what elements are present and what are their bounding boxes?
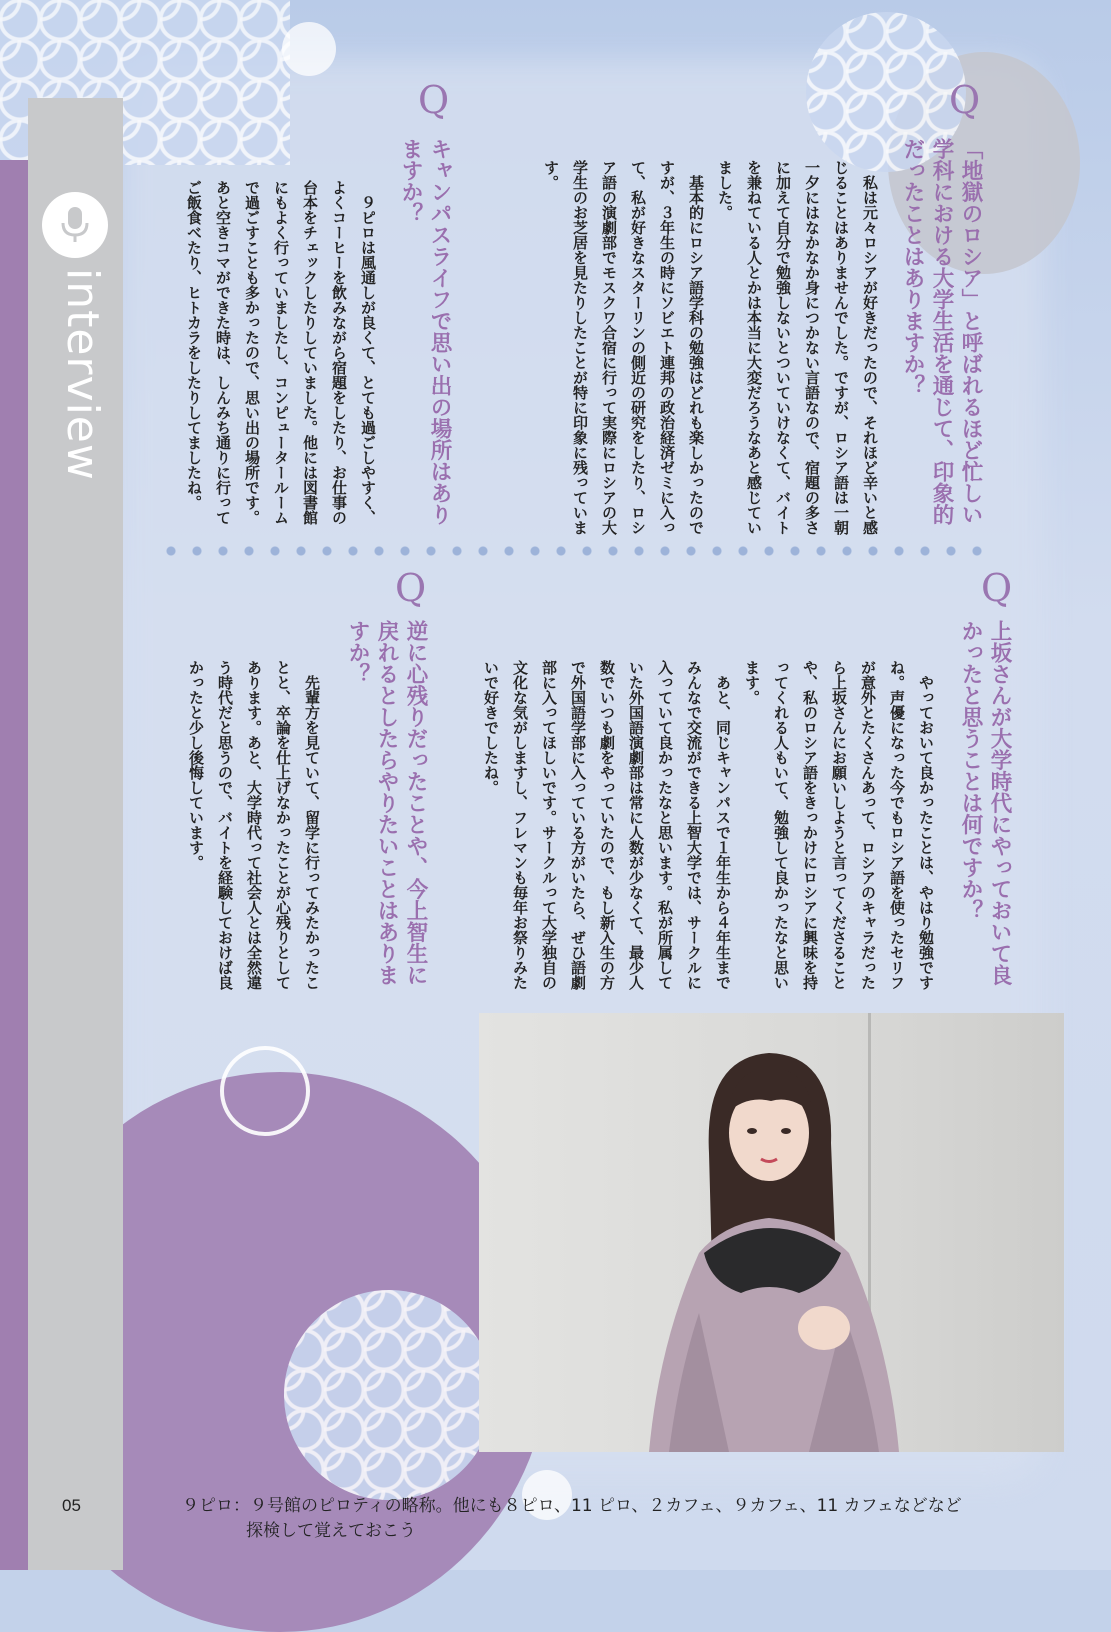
pattern-circle-decoration-bottom xyxy=(284,1290,494,1500)
dotted-divider xyxy=(158,546,990,556)
interviewee-photo xyxy=(479,1013,1064,1452)
section-label-interview: interview xyxy=(57,268,108,481)
footnote-line-2: 探検して覚えておこう xyxy=(246,1521,416,1541)
microphone-icon xyxy=(42,192,108,258)
question-2: キャンパスライフで思い出の場所はありますか？ xyxy=(398,138,452,525)
question-3: 上坂さんが大学時代にやっておいて良かったと思うことは何ですか？ xyxy=(958,620,1012,986)
answer-1: 私は元々ロシアが好きだったので、それほど辛いと感じることはありませんでした。ですが、ロシア語は一朝一夕にはなかなか身につかない言語なので、宿題の多さに加えて自分で勉強しないとついていけなくて、バイトを兼ねている人とかは本当に大変だろうなあと感じていました。 基本的にロシア語学科の勉強はどれも楽しかったのですが、３年生の時にソビエト連邦の政治経済ゼミに入って、私が好きなスターリンの側近の研究をしたり、ロシア語の演劇部でモスクワ合宿に行って実際にロシアの大学生のお芝居を見たりしたことが特に印象に残っています。 xyxy=(542,160,879,535)
q-mark-3: Q xyxy=(981,566,1013,610)
page-number: 05 xyxy=(62,1496,81,1515)
person-illustration xyxy=(479,1013,1064,1452)
q-mark-2: Q xyxy=(418,78,450,122)
q-mark-1: Q xyxy=(949,78,981,122)
q-mark-4: Q xyxy=(395,566,427,610)
footnote-line-1: ９ピロ：９号館のピロティの略称。他にも８ピロ、11 ピロ、２カフェ、９カフェ、11 カフェなどなど xyxy=(182,1496,962,1516)
footnote xyxy=(182,1494,982,1544)
ring-decoration xyxy=(220,1046,310,1136)
answer-2: ９ピロは風通しが良くて、とても過ごしやすく、よくコーヒーを飲みながら宿題をしたり、お仕事の台本をチェックしたりしていました。他には図書館にもよく行っていましたし、コンピュータールームで過ごすことも多かったので、思い出の場所です。あと空きコマができた時は、しんみち通りに行ってご飯食べたり、ヒトカラをしたりしてましたね。 xyxy=(185,180,377,525)
question-4: 逆に心残りだったことや、今上智生に戻れるとしたらやりたいことはありますか？ xyxy=(345,620,428,986)
answer-3: やっておいて良かったことは、やはり勉強ですね。声優になった今でもロシア語を使ったセリフが意外とたくさんあって、ロシアのキャラだったら上坂さんにお願いしようと言ってくださることや、私のロシア語をきっかけにロシアに興味を持ってくれる人もいて、勉強して良かったなと思います。 あと、同じキャンパスで１年生から４年生までみんなで交流ができる上智大学では、サークルに入っていて良かったなと思います。私が所属していた外国語演劇部は常に人数が少なくて、最少人数でいつも劇をやっていたので、もし新入生の方で外国語学部に入っている方がいたら、ぜひ語劇部に入ってほしいです。サークルって大学独自の文化な気がしますし、フレマンも毎年お祭りみたいで好きでしたね。 xyxy=(482,660,935,990)
white-dot-decoration xyxy=(282,22,336,76)
left-purple-strip xyxy=(0,160,28,1570)
question-1: 「地獄のロシア」と呼ばれるほど忙しい学科における大学生活を通じて、印象的だったことはありますか？ xyxy=(900,138,983,525)
answer-4: 先輩方を見ていて、留学に行ってみたかったことと、卒論を仕上げなかったことが心残りとしてあります。あと、大学時代って社会人とは全然違う時代だと思うので、バイトを経験しておけば良かったと少し後悔しています。 xyxy=(187,660,321,990)
microphone-icon-glyph xyxy=(58,205,92,245)
